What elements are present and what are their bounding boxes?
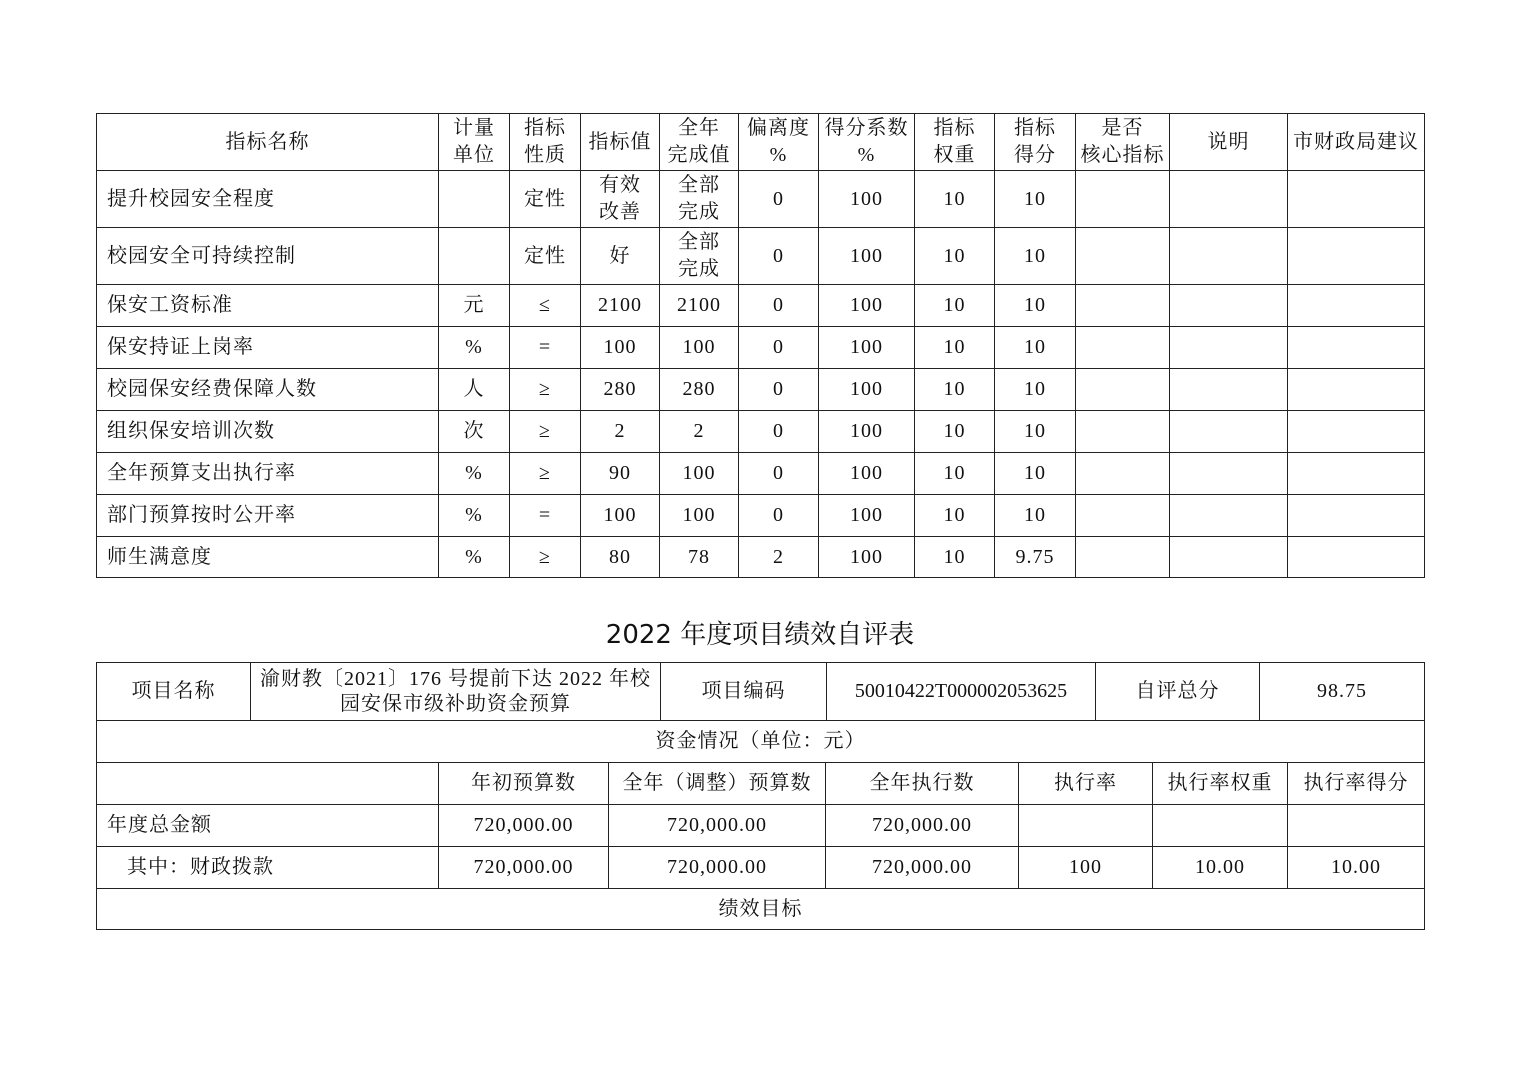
column-header: 偏离度 % [739,114,819,171]
indicator-cell: 10 [995,228,1076,285]
indicator-cell [1076,369,1170,411]
column-header: 指标名称 [97,114,439,171]
indicator-cell [1288,453,1425,495]
score-value: 98.75 [1260,663,1425,721]
fund-row-label: 年度总金额 [97,805,439,847]
indicator-cell [1288,285,1425,327]
indicator-cell: ≥ [510,369,581,411]
fund-column-header: 执行率得分 [1288,763,1425,805]
fund-cell: 720,000.00 [826,847,1019,889]
fund-row-label: 其中：财政拨款 [97,847,439,889]
indicator-cell: 10 [995,369,1076,411]
indicator-cell [1170,411,1288,453]
fund-cell: 720,000.00 [609,847,826,889]
indicator-name: 部门预算按时公开率 [97,495,439,537]
indicator-cell: 10 [995,411,1076,453]
indicator-cell: 0 [739,411,819,453]
indicator-cell: 100 [660,495,739,537]
indicator-name: 保安工资标准 [97,285,439,327]
indicator-cell: 10 [995,453,1076,495]
indicator-cell [1288,171,1425,228]
fund-cell [1153,805,1288,847]
indicator-cell: 90 [581,453,660,495]
indicator-cell: = [510,495,581,537]
indicator-cell: 0 [739,327,819,369]
indicator-cell [1076,453,1170,495]
goal-header: 绩效目标 [97,889,1425,930]
indicator-name: 提升校园安全程度 [97,171,439,228]
indicator-cell: 10 [915,228,995,285]
indicator-cell: 2100 [660,285,739,327]
indicator-cell [1170,537,1288,578]
project-code: 50010422T000002053625 [827,663,1096,721]
indicator-cell: 好 [581,228,660,285]
indicator-cell: 0 [739,369,819,411]
fund-column-header: 执行率权重 [1153,763,1288,805]
indicator-cell: 10 [995,285,1076,327]
indicator-cell: 有效 改善 [581,171,660,228]
indicator-row [97,537,1425,578]
indicator-cell: ≤ [510,285,581,327]
indicator-cell: 100 [819,537,915,578]
indicator-cell: 10 [915,453,995,495]
indicator-name: 保安持证上岗率 [97,327,439,369]
indicator-cell: 100 [819,369,915,411]
indicator-cell: 10 [915,285,995,327]
project-header-table [96,662,1425,763]
indicator-cell: 280 [660,369,739,411]
fund-table [96,762,1425,930]
indicator-row [97,285,1425,327]
indicator-cell [1170,285,1288,327]
fund-header-row [97,721,1425,763]
indicator-cell: 10 [915,495,995,537]
goal-header-row [97,889,1425,930]
indicator-cell: 100 [581,495,660,537]
column-header: 指标 权重 [915,114,995,171]
fund-cell: 10.00 [1153,847,1288,889]
column-header: 指标值 [581,114,660,171]
indicator-cell [1170,495,1288,537]
indicator-cell [439,228,510,285]
indicator-cell: 78 [660,537,739,578]
project-name-label: 项目名称 [97,663,251,721]
indicator-cell: 10 [915,369,995,411]
column-header: 指标 得分 [995,114,1076,171]
indicator-cell: 10 [915,171,995,228]
indicator-cell: 100 [819,411,915,453]
column-header: 得分系数 % [819,114,915,171]
fund-cell: 720,000.00 [609,805,826,847]
indicator-cell [1170,369,1288,411]
indicator-cell [439,171,510,228]
column-header: 指标 性质 [510,114,581,171]
indicator-cell: 100 [819,285,915,327]
indicator-row [97,411,1425,453]
indicator-cell: 0 [739,228,819,285]
indicator-cell [1170,327,1288,369]
indicator-cell: 10 [915,411,995,453]
indicator-cell: = [510,327,581,369]
column-header: 说明 [1170,114,1288,171]
indicator-cell: 2 [581,411,660,453]
indicator-name: 师生满意度 [97,537,439,578]
indicator-cell [1170,228,1288,285]
fund-cell: 100 [1019,847,1153,889]
indicator-cell: 100 [819,171,915,228]
indicator-cell: 9.75 [995,537,1076,578]
fund-header: 资金情况（单位：元） [97,721,1425,763]
fund-columns-row [97,763,1425,805]
indicator-cell [1288,228,1425,285]
project-name: 渝财教〔2021〕176 号提前下达 2022 年校园安保市级补助资金预算 [251,663,661,721]
indicator-cell: 100 [581,327,660,369]
indicator-cell: 100 [819,495,915,537]
indicator-row [97,369,1425,411]
indicator-name: 校园保安经费保障人数 [97,369,439,411]
fund-column-header: 全年（调整）预算数 [609,763,826,805]
indicator-cell: 人 [439,369,510,411]
fund-cell: 720,000.00 [826,805,1019,847]
indicator-cell: 元 [439,285,510,327]
fund-column-header: 执行率 [1019,763,1153,805]
indicator-cell: % [439,453,510,495]
indicator-cell: 0 [739,171,819,228]
indicator-cell [1288,327,1425,369]
indicator-cell: 2 [739,537,819,578]
indicator-table [96,113,1425,578]
column-header: 市财政局建议 [1288,114,1425,171]
indicator-cell: 全部 完成 [660,228,739,285]
indicator-cell: 100 [819,453,915,495]
fund-row [97,805,1425,847]
column-header: 是否 核心指标 [1076,114,1170,171]
indicator-cell: 次 [439,411,510,453]
indicator-cell: ≥ [510,537,581,578]
indicator-row [97,495,1425,537]
indicator-name: 全年预算支出执行率 [97,453,439,495]
indicator-header-row [97,114,1425,171]
indicator-cell [1288,537,1425,578]
column-header: 计量 单位 [439,114,510,171]
indicator-cell: 10 [915,327,995,369]
indicator-name: 组织保安培训次数 [97,411,439,453]
indicator-cell: 10 [995,327,1076,369]
indicator-cell: 100 [819,228,915,285]
indicator-cell: 10 [995,171,1076,228]
indicator-row [97,327,1425,369]
score-label: 自评总分 [1096,663,1260,721]
indicator-cell: 定性 [510,228,581,285]
indicator-cell [1076,495,1170,537]
project-row [97,663,1425,721]
indicator-cell [1076,285,1170,327]
fund-column-header: 全年执行数 [826,763,1019,805]
fund-column-header: 年初预算数 [439,763,609,805]
fund-cell: 720,000.00 [439,847,609,889]
indicator-cell: 2100 [581,285,660,327]
indicator-cell [1288,411,1425,453]
indicator-cell: 0 [739,495,819,537]
indicator-row [97,171,1425,228]
indicator-cell: 2 [660,411,739,453]
fund-cell [1019,805,1153,847]
indicator-cell: 100 [660,327,739,369]
indicator-cell: 280 [581,369,660,411]
indicator-cell [1288,495,1425,537]
indicator-cell: 80 [581,537,660,578]
fund-column-header [97,763,439,805]
indicator-cell: % [439,495,510,537]
project-code-label: 项目编码 [661,663,827,721]
indicator-row [97,228,1425,285]
fund-row [97,847,1425,889]
column-header: 全年 完成值 [660,114,739,171]
indicator-cell: 0 [739,285,819,327]
indicator-cell [1076,327,1170,369]
indicator-cell: ≥ [510,453,581,495]
indicator-cell [1076,411,1170,453]
indicator-cell [1076,537,1170,578]
indicator-cell: 100 [819,327,915,369]
indicator-cell: 10 [995,495,1076,537]
indicator-cell: % [439,537,510,578]
indicator-cell [1170,171,1288,228]
indicator-cell: 定性 [510,171,581,228]
indicator-cell: 100 [660,453,739,495]
indicator-cell: 全部 完成 [660,171,739,228]
indicator-cell: 0 [739,453,819,495]
fund-cell: 10.00 [1288,847,1425,889]
indicator-cell: 10 [915,537,995,578]
fund-cell [1288,805,1425,847]
fund-cell: 720,000.00 [439,805,609,847]
evaluation-title: 2022 年度项目绩效自评表 [605,620,915,650]
indicator-cell [1076,171,1170,228]
indicator-name: 校园安全可持续控制 [97,228,439,285]
indicator-cell [1288,369,1425,411]
indicator-cell [1170,453,1288,495]
indicator-cell: ≥ [510,411,581,453]
indicator-row [97,453,1425,495]
indicator-cell: % [439,327,510,369]
indicator-cell [1076,228,1170,285]
